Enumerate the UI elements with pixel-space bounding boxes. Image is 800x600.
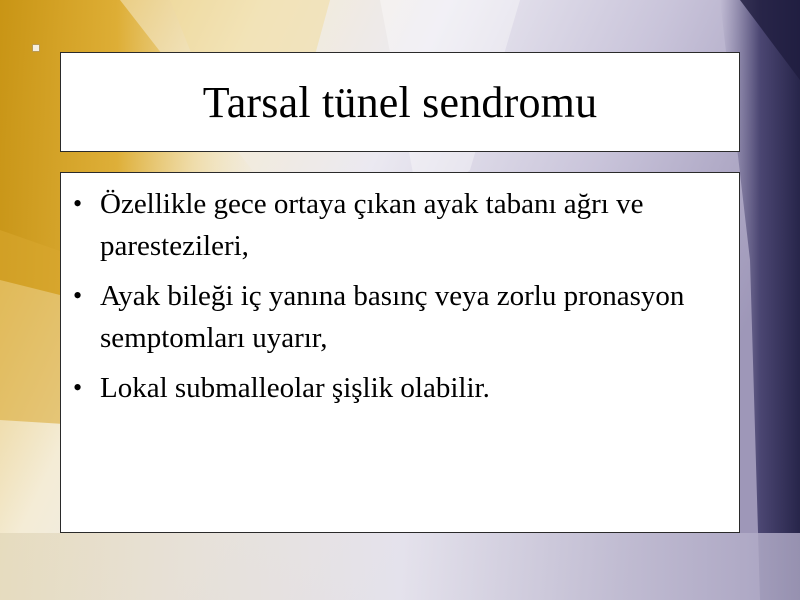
content-box: [60, 172, 740, 533]
bullet-icon: •: [73, 281, 83, 310]
bullet-text: Lokal submalleolar şişlik olabilir.: [100, 372, 490, 404]
slide-title: Tarsal tünel sendromu: [202, 77, 598, 127]
decorative-square-mark: [32, 44, 40, 52]
bullet-list: [71, 183, 725, 409]
bullet-icon: •: [73, 373, 83, 402]
bullet-text: Ayak bileği iç yanına basınç veya zorlu pronasyon semptomları uyarır,: [100, 280, 685, 354]
list-item: [71, 367, 725, 409]
list-item: [71, 183, 725, 267]
bullet-icon: •: [73, 189, 83, 218]
bullet-text: Özellikle gece ortaya çıkan ayak tabanı ağrı ve parestezileri,: [100, 188, 644, 262]
title-box: [60, 52, 740, 152]
list-item: [71, 275, 725, 359]
